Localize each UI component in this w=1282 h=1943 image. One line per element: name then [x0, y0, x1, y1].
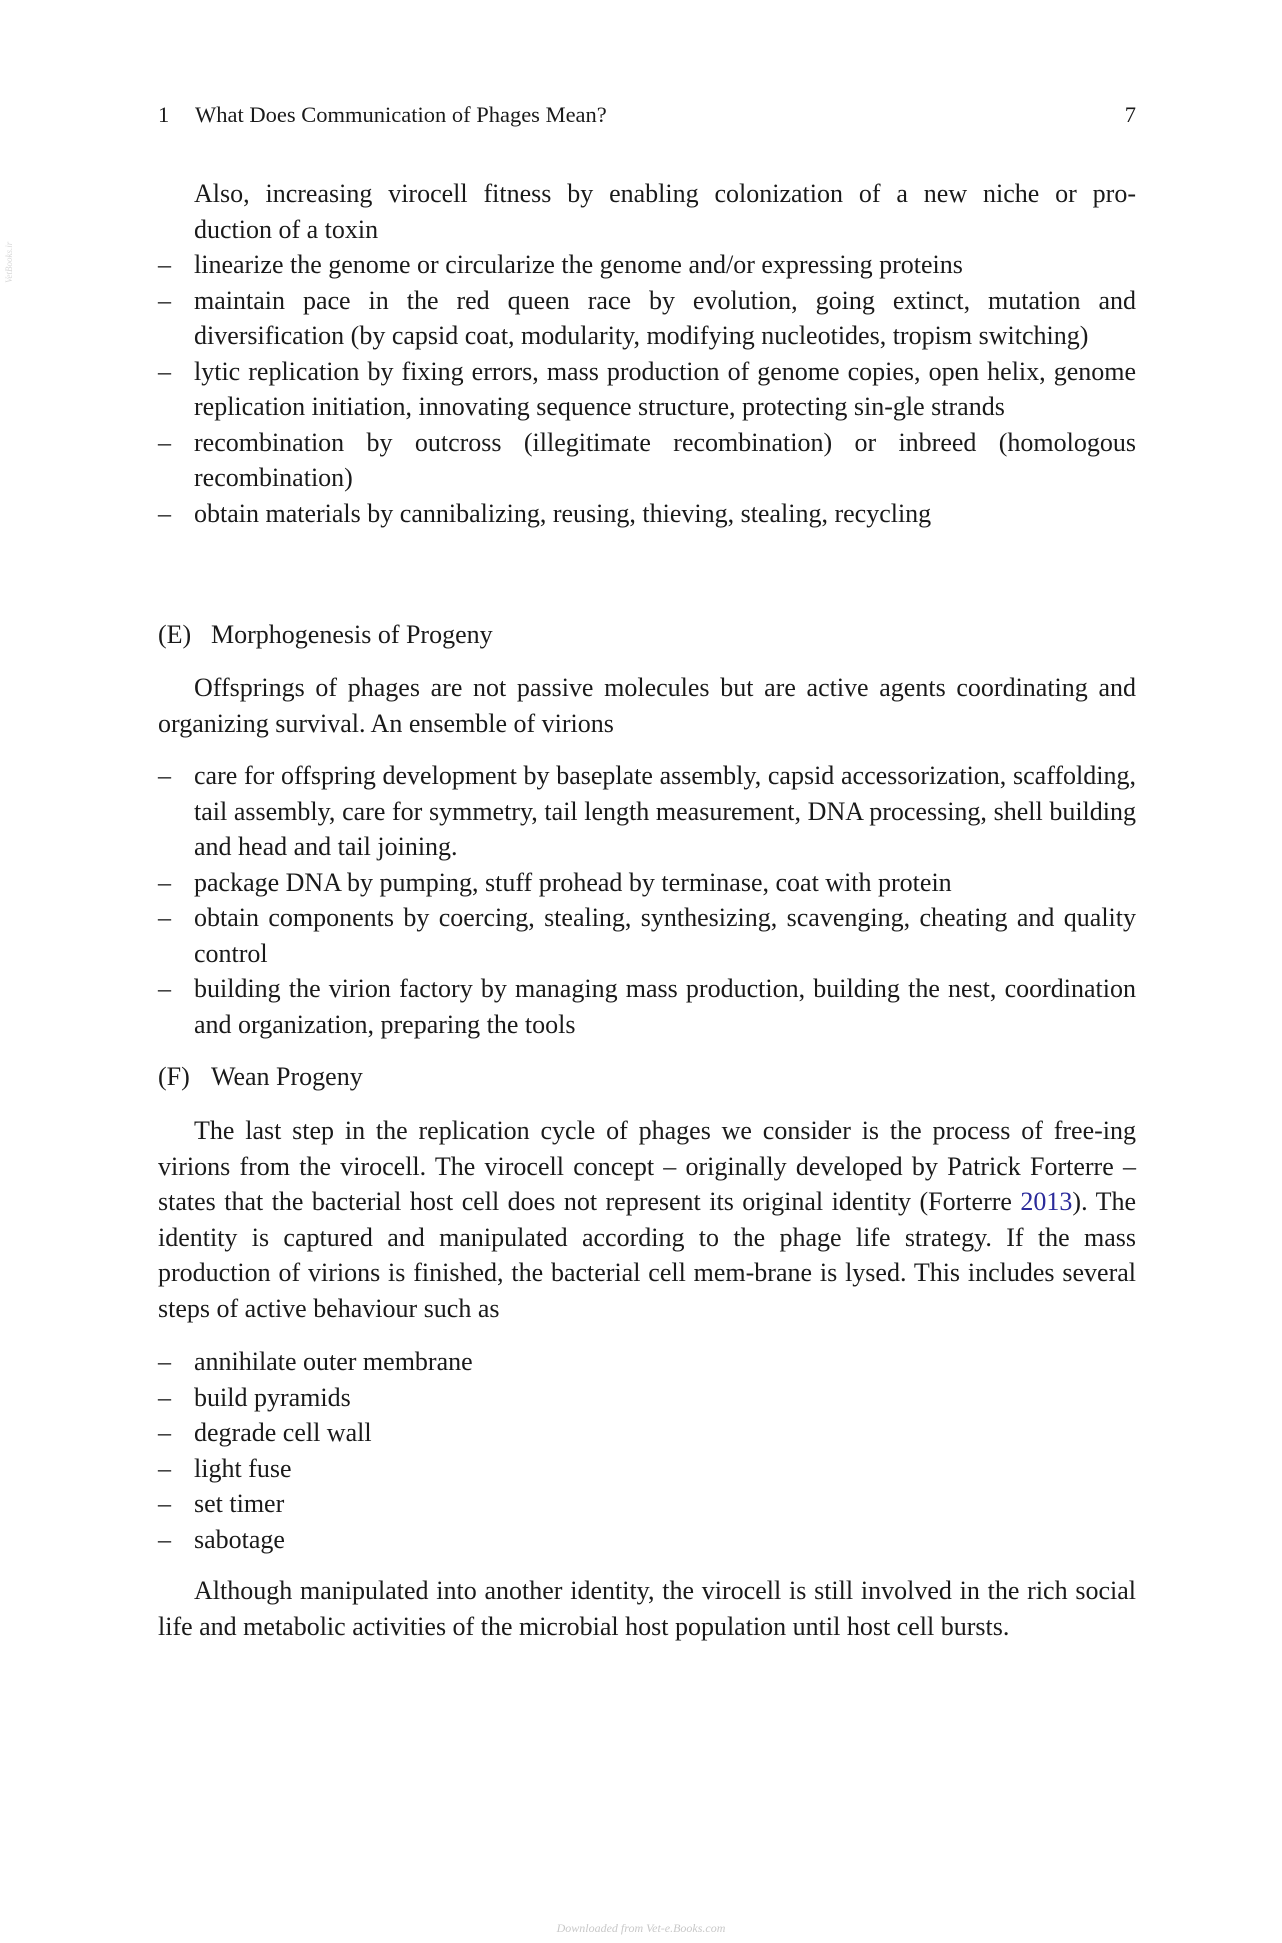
- section-e-label: (E): [158, 620, 192, 649]
- list-a: [158, 247, 1136, 531]
- section-f-paragraph: [158, 1113, 1136, 1326]
- section-e-heading: [158, 617, 1136, 653]
- intro-line-2: duction of a toxin: [194, 214, 379, 244]
- section-e-paragraph-block: [158, 670, 1136, 741]
- chapter-title: What Does Communication of Phages Mean?: [195, 102, 607, 127]
- section-e-list: [158, 758, 1136, 1042]
- list-item: – linearize the genome or circularize the genome and/or expressing proteins: [158, 247, 1136, 283]
- closing-paragraph-block: [158, 1573, 1136, 1644]
- section-e-title: Morphogenesis of Progeny: [211, 620, 493, 649]
- section-f-heading: [158, 1059, 1136, 1095]
- section-f-label: (F): [158, 1062, 190, 1091]
- section-e-paragraph: Offsprings of phages are not passive molecules but are active agents coordinating and organizing survival. An ensemble of virions: [158, 673, 1136, 738]
- list-item: – lytic replication by fixing errors, mass production of genome copies, open helix, genome replication initiation, innovating sequence structure, protecting sin-gle strands: [158, 354, 1136, 425]
- list-item: – recombination by outcross (illegitimate recombination) or inbreed (homologous recombination): [158, 425, 1136, 496]
- footer-watermark: Downloaded from Vet-e.Books.com: [556, 1921, 726, 1935]
- list-item: – care for offspring development by baseplate assembly, capsid accessorization, scaffolding, tail assembly, care for symmetry, tail length measurement, DNA processing, shell building and head and tail joining.: [158, 758, 1136, 865]
- list-a-block: [158, 176, 1136, 531]
- citation-link[interactable]: 2013: [1020, 1187, 1073, 1216]
- side-watermark: VetBooks.ir: [4, 241, 14, 283]
- list-item: – sabotage: [158, 1522, 1136, 1558]
- list-item: – annihilate outer membrane: [158, 1344, 1136, 1380]
- list-item: – set timer: [158, 1486, 1136, 1522]
- section-f-list-block: [158, 1344, 1136, 1557]
- list-item: – obtain materials by cannibalizing, reusing, thieving, stealing, recycling: [158, 496, 1136, 532]
- page-number: 7: [1124, 102, 1136, 127]
- section-f-list: [158, 1344, 1136, 1557]
- intro-line-1: Also, increasing virocell fitness by enabling colonization of a new niche or pro-: [194, 179, 1136, 208]
- chapter-number: 1: [158, 102, 170, 127]
- paragraph-text: The last step in the replication cycle of phages we consider is the process of free-ing virions from the virocell. The virocell concept – originally developed by Patrick Forterre – states that the bacterial host cell does not represent its original identity (Forterre: [158, 1116, 1136, 1216]
- list-item: – light fuse: [158, 1451, 1136, 1487]
- section-e-list-block: [158, 758, 1136, 1042]
- list-item: – build pyramids: [158, 1380, 1136, 1416]
- list-item: – degrade cell wall: [158, 1415, 1136, 1451]
- section-f-title: Wean Progeny: [211, 1062, 363, 1091]
- list-item: – maintain pace in the red queen race by evolution, going extinct, mutation and diversification (by capsid coat, modularity, modifying nucleotides, tropism switching): [158, 283, 1136, 354]
- running-head: [158, 100, 1136, 130]
- list-item: – obtain components by coercing, stealing, synthesizing, scavenging, cheating and quality control: [158, 900, 1136, 971]
- section-f-paragraph-block: [158, 1113, 1136, 1326]
- list-item: – building the virion factory by managing mass production, building the nest, coordination and organization, preparing the tools: [158, 971, 1136, 1042]
- closing-paragraph: Although manipulated into another identity, the virocell is still involved in the rich social life and metabolic activities of the microbial host population until host cell bursts.: [158, 1576, 1136, 1641]
- list-item: – package DNA by pumping, stuff prohead by terminase, coat with protein: [158, 865, 1136, 901]
- paragraph-text: ). The identity is captured and manipulated according to the phage life strategy. If the mass production of virions is finished, the bacterial cell mem-brane is lysed. This includes several steps of active behaviour such as: [158, 1187, 1136, 1323]
